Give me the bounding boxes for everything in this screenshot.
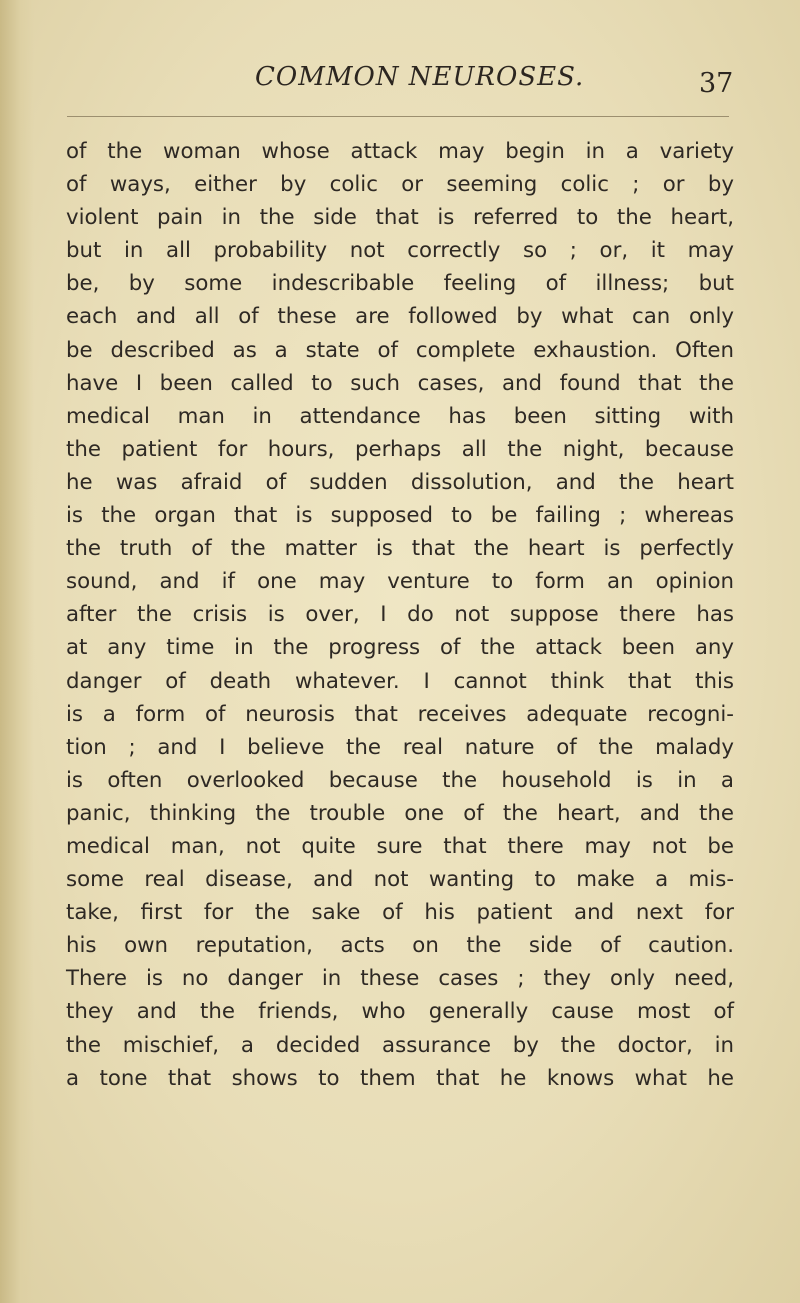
- page-number: 37: [699, 68, 734, 99]
- body-text: [66, 135, 734, 1095]
- text-line: but in all probability not correctly so ; or, it may: [66, 238, 734, 264]
- running-head: COMMON NEUROSES.: [255, 62, 585, 92]
- text-line: each and all of these are followed by what can only: [66, 304, 734, 330]
- text-line: the mischief, a decided assurance by the doctor, in: [66, 1032, 734, 1058]
- text-line: his own reputation, acts on the side of caution.: [66, 933, 734, 959]
- text-line: danger of death whatever. I cannot think that this: [66, 668, 734, 694]
- text-line: after the crisis is over, I do not suppose there has: [66, 602, 734, 628]
- text-line: they and the friends, who generally cause most of: [66, 999, 734, 1025]
- text-line: the patient for hours, perhaps all the night, because: [66, 436, 734, 462]
- text-line: medical man, not quite sure that there may not be: [66, 833, 734, 859]
- text-line: he was afraid of sudden dissolution, and the heart: [66, 469, 734, 495]
- spine-shadow: [0, 0, 34, 1303]
- text-line: is often overlooked because the household is in a: [66, 767, 734, 793]
- text-line: There is no danger in these cases ; they only need,: [66, 966, 734, 992]
- text-line: sound, and if one may venture to form an opinion: [66, 569, 734, 595]
- text-line: is the organ that is supposed to be failing ; whereas: [66, 503, 734, 529]
- text-line: a tone that shows to them that he knows what he: [66, 1065, 734, 1091]
- text-line: the truth of the matter is that the heart is perfectly: [66, 536, 734, 562]
- text-line: medical man in attendance has been sitting with: [66, 403, 734, 429]
- text-line: be described as a state of complete exhaustion. Often: [66, 337, 734, 363]
- text-line: at any time in the progress of the attack been any: [66, 635, 734, 661]
- text-line: of the woman whose attack may begin in a variety: [66, 139, 734, 164]
- header-rule: [67, 116, 729, 117]
- text-line: take, first for the sake of his patient and next for: [66, 900, 734, 926]
- text-line: have I been called to such cases, and found that the: [66, 370, 734, 396]
- text-line: violent pain in the side that is referred to the heart,: [66, 205, 734, 231]
- text-line: panic, thinking the trouble one of the heart, and the: [66, 800, 734, 826]
- text-line: is a form of neurosis that receives adequate recogni-: [66, 701, 734, 727]
- text-line: tion ; and I believe the real nature of the malady: [66, 734, 734, 760]
- text-line: be, by some indescribable feeling of illness; but: [66, 271, 734, 297]
- page-header: [0, 62, 800, 102]
- text-line: some real disease, and not wanting to make a mis-: [66, 867, 734, 893]
- text-line: of ways, either by colic or seeming colic ; or by: [66, 172, 734, 198]
